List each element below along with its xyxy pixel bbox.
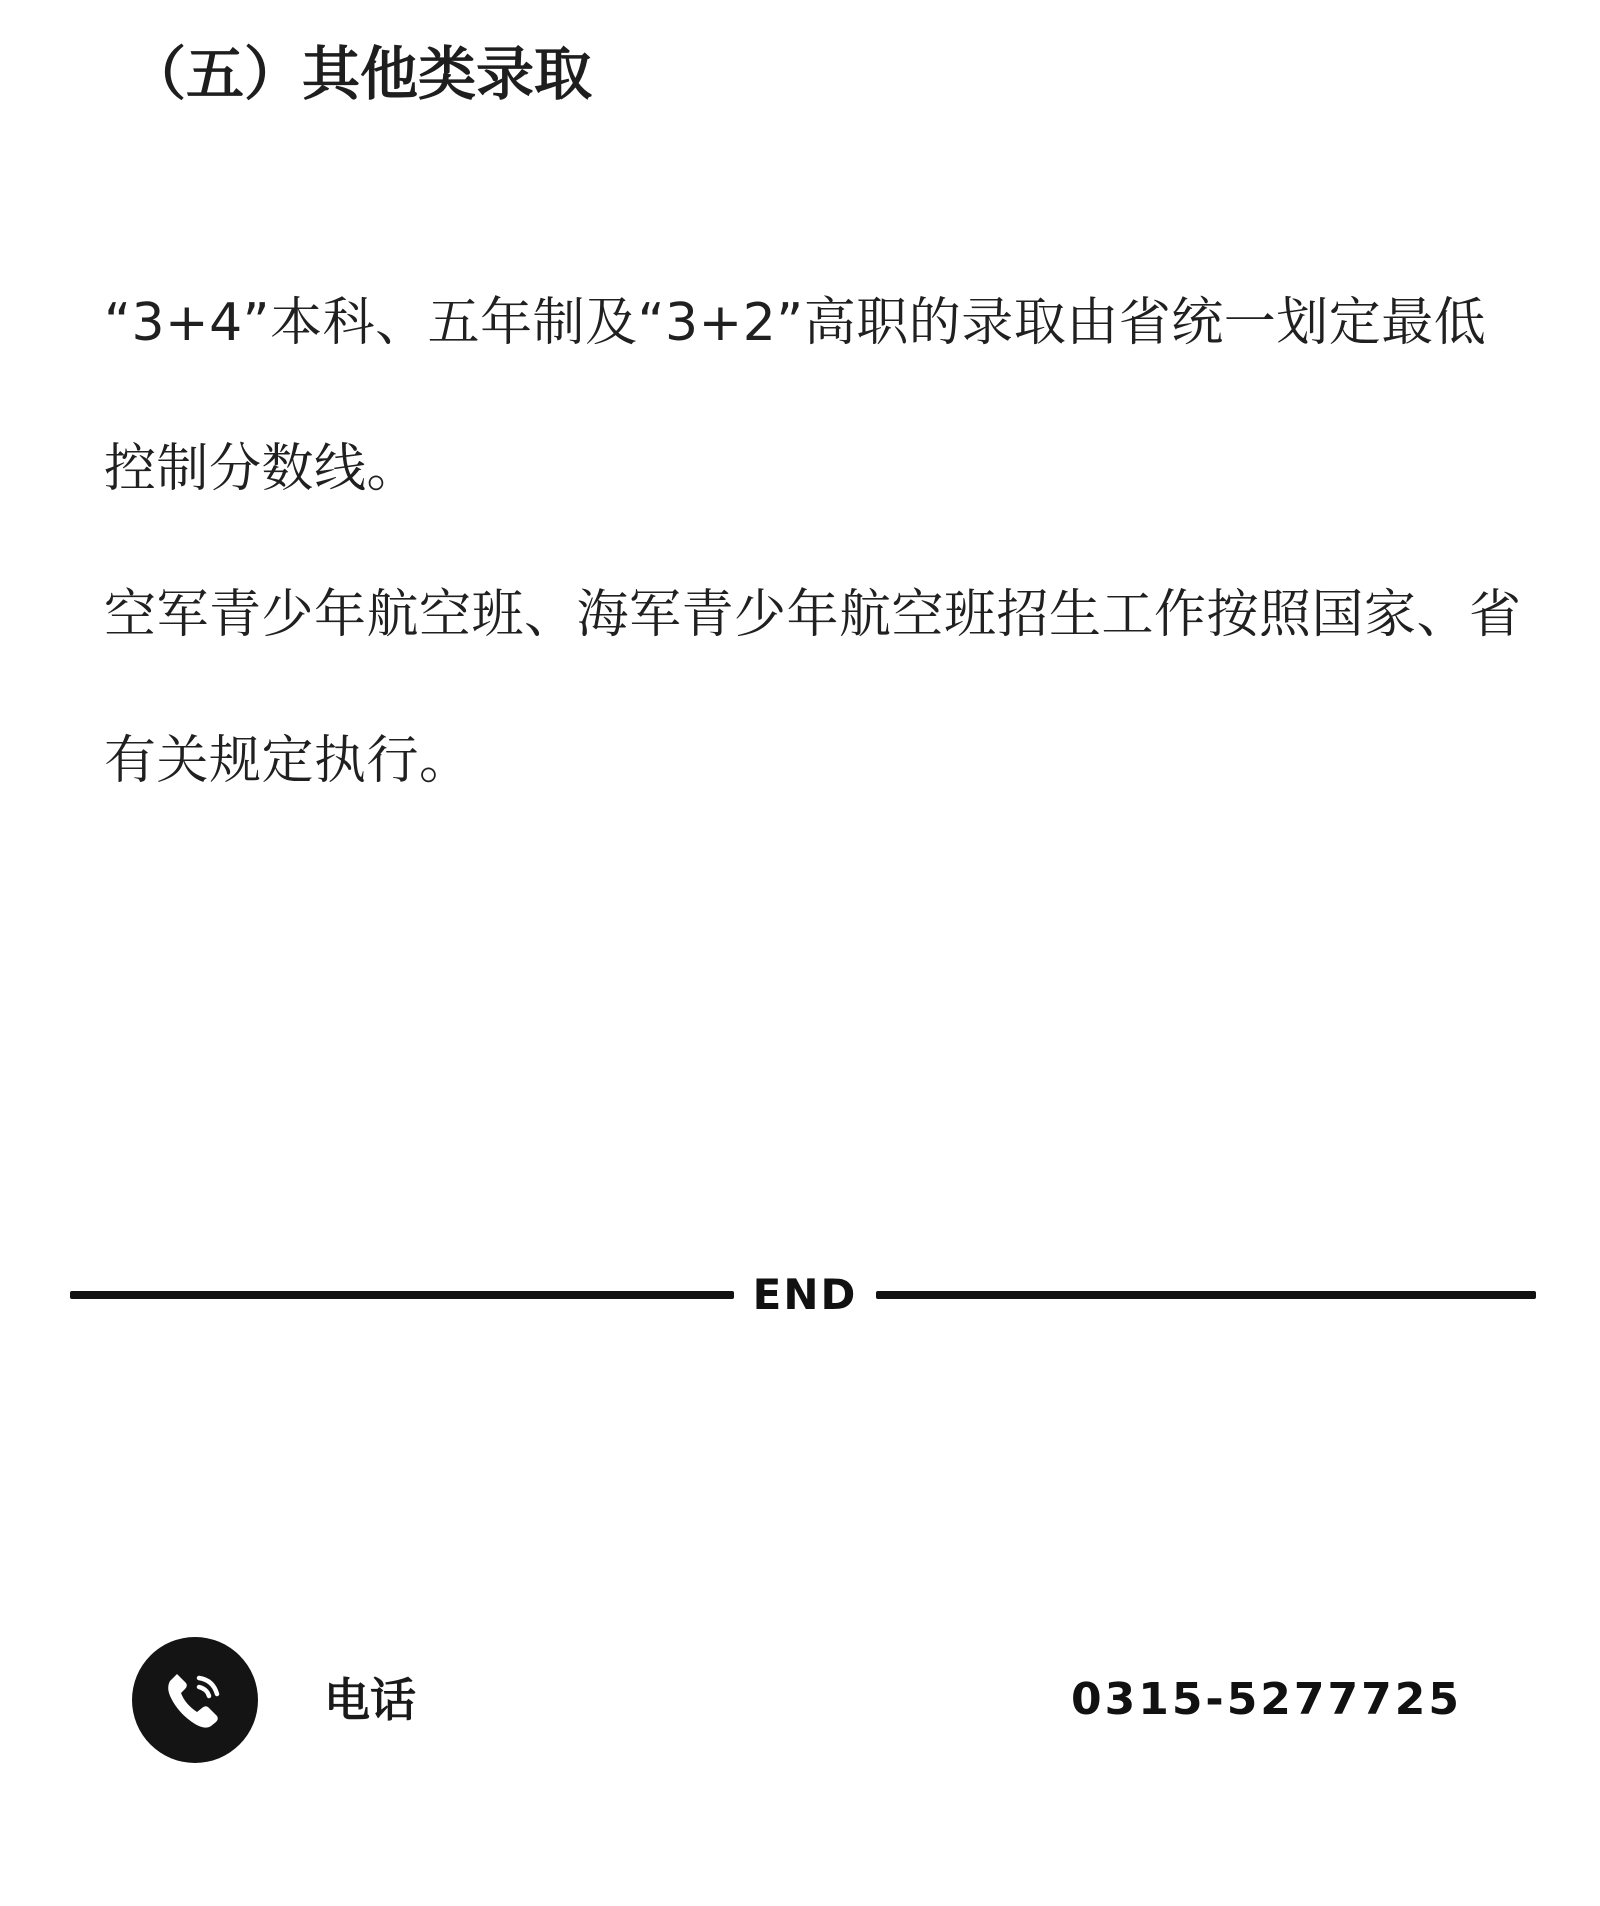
phone-icon (132, 1637, 258, 1763)
contact-row (132, 1635, 1462, 1765)
section-heading: （五）其他类录取 (128, 40, 593, 108)
phone-number[interactable]: 0315-5277725 (1070, 1674, 1462, 1725)
paragraph-admission-score-line: “3+4”本科、五年制及“3+2”高职的录取由省统一划定最低控制分数线。 (104, 293, 1487, 499)
contact-label: 电话 (324, 1673, 416, 1727)
end-divider (70, 1270, 1536, 1320)
divider-line-right (876, 1291, 1536, 1299)
divider-line-left (70, 1291, 734, 1299)
paragraph-aviation-class: 空军青少年航空班、海军青少年航空班招生工作按照国家、省有关规定执行。 (104, 585, 1522, 791)
end-label: END (752, 1270, 858, 1319)
